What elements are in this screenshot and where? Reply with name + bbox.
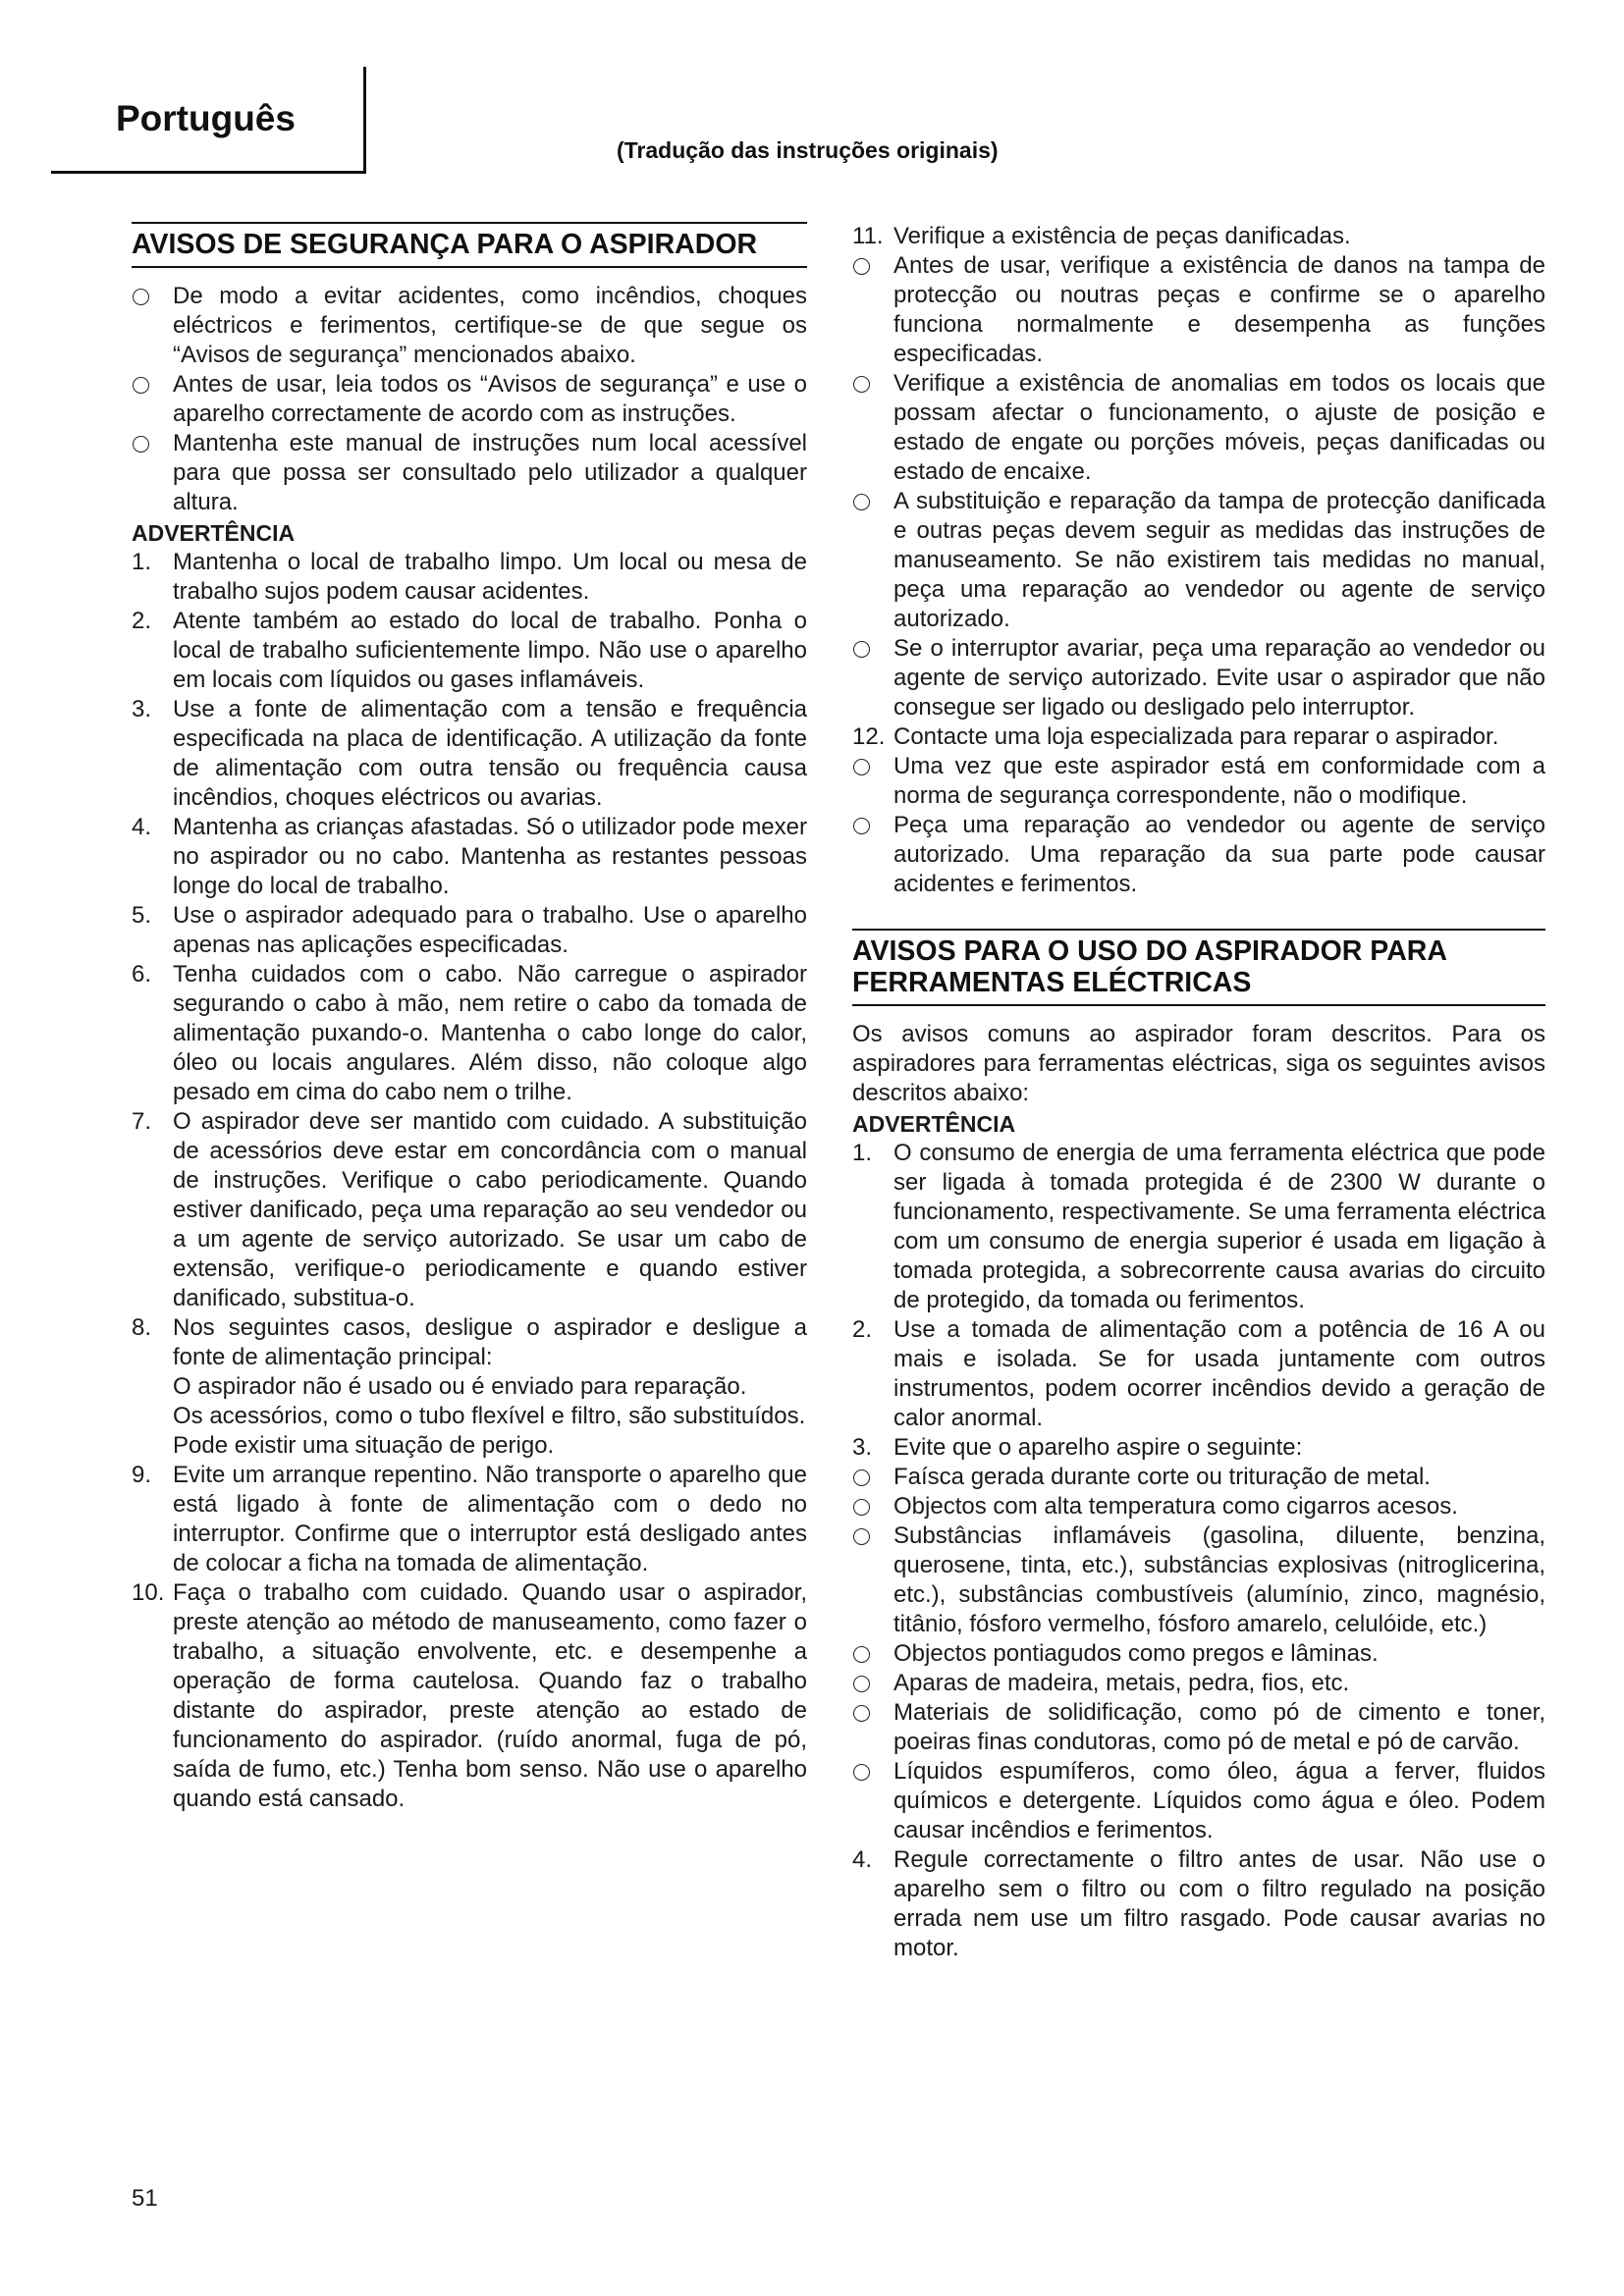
intro-bullet: De modo a evitar acidentes, como incêndios, choques eléctricos e ferimentos, certifique-se de que segue os “Avisos de segurança” mencionados abaixo.: [132, 282, 807, 370]
item8-case: Os acessórios, como o tubo flexível e filtro, são substituídos.: [173, 1403, 806, 1429]
intro-bullet: Antes de usar, leia todos os “Avisos de segurança” e use o aparelho correctamente de acordo com as instruções.: [132, 370, 807, 429]
language-title: Português: [116, 98, 296, 138]
sub-bullet: Líquidos espumíferos, como óleo, água a ferver, fluidos químicos e detergente. Líquidos como água e óleo. Podem causar incêndios e ferimentos.: [852, 1757, 1545, 1845]
sub-bullet: Peça uma reparação ao vendedor ou agente de serviço autorizado. Uma reparação da sua parte pode causar acidentes e ferimentos.: [852, 811, 1545, 899]
warning-label: ADVERTÊNCIA: [132, 520, 296, 546]
sub-bullet: Objectos pontiagudos como pregos e lâminas.: [852, 1639, 1545, 1669]
sub-bullet: Objectos com alta temperatura como cigarros acesos.: [852, 1492, 1545, 1522]
sub-bullet: Se o interruptor avariar, peça uma reparação ao vendedor ou agente de serviço autorizado. Evite usar o aspirador que não consegue ser ligado ou desligado pelo interruptor.: [852, 634, 1545, 722]
numbered-item: 9. Evite um arranque repentino. Não transporte o aparelho que está ligado à fonte de alimentação com o dedo no interruptor. Confirme que o interruptor está desligado antes de colocar a ficha na tomada de alimentação.: [132, 1462, 807, 1576]
numbered-item: 8. Nos seguintes casos, desligue o aspirador e desligue a fonte de alimentação principal:: [132, 1314, 807, 1370]
numbered-item: 11. Verifique a existência de peças danificadas.: [852, 223, 1351, 249]
sub-bullet: Substâncias inflamáveis (gasolina, diluente, benzina, querosene, tinta, etc.), substâncias explosivas (nitroglicerina, etc.), substâncias combustíveis (alumínio, zinco, magnésio, titânio, fósforo vermelho, fósforo amarelo, celulóide, etc.): [852, 1522, 1545, 1639]
right-column: [852, 222, 1545, 1963]
numbered-item: 7. O aspirador deve ser mantido com cuidado. A substituição de acessórios deve estar em concordância com o manual de instruções. Verifique o cabo periodicamente. Quando estiver danificado, peça uma reparação ao seu vendedor ou a um agente de serviço autorizado. Se usar um cabo de extensão, verifique-o periodicamente e quando estiver danificado, substitua-o.: [132, 1108, 807, 1311]
numbered-item: 5. Use o aspirador adequado para o trabalho. Use o aparelho apenas nas aplicações especificadas.: [132, 902, 807, 958]
item8-case: O aspirador não é usado ou é enviado para reparação.: [173, 1373, 747, 1400]
numbered-item: 10. Faça o trabalho com cuidado. Quando usar o aspirador, preste atenção ao método de manuseamento, como fazer o trabalho, a situação envolvente, etc. e desempenhe a operação de forma cautelosa. Quando faz o trabalho distante do aspirador, preste atenção ao estado de funcionamento do aspirador. (ruído anormal, fuga de pó, saída de fumo, etc.) Tenha bom senso. Não use o aparelho quando está cansado.: [132, 1579, 807, 1812]
translation-subtitle: (Tradução das instruções originais): [617, 137, 999, 163]
sub-bullet: Faísca gerada durante corte ou trituração de metal.: [852, 1463, 1545, 1492]
item8-case: Pode existir uma situação de perigo.: [173, 1432, 555, 1459]
section-heading-safety: AVISOS DE SEGURANÇA PARA O ASPIRADOR: [132, 222, 807, 268]
warning-label: ADVERTÊNCIA: [852, 1111, 1016, 1137]
numbered-item: 6. Tenha cuidados com o cabo. Não carregue o aspirador segurando o cabo à mão, nem retire o cabo da tomada de alimentação puxando-o. Mantenha o cabo longe do calor, óleo ou locais angulares. Além disso, não coloque algo pesado em cima do cabo nem o trilhe.: [132, 961, 807, 1105]
section-heading-power-tools: AVISOS PARA O USO DO ASPIRADOR PARA FERRAMENTAS ELÉCTRICAS: [852, 929, 1545, 1006]
sub-bullet: Antes de usar, verifique a existência de danos na tampa de protecção ou noutras peças e confirme se o aparelho funciona normalmente e desempenha as funções especificadas.: [852, 251, 1545, 369]
numbered-item: 2. Atente também ao estado do local de trabalho. Ponha o local de trabalho suficientemente limpo. Não use o aparelho em locais com líquidos ou gases inflamáveis.: [132, 608, 807, 693]
numbered-item: 1. O consumo de energia de uma ferramenta eléctrica que pode ser ligada à tomada protegida é de 2300 W durante o funcionamento, respectivamente. Se uma ferramenta eléctrica com um consumo de energia superior é usada em ligação à tomada protegida, a sobrecorrente causa avarias do circuito de protegido, da tomada ou ferimentos.: [852, 1140, 1545, 1313]
sub-bullet: Verifique a existência de anomalias em todos os locais que possam afectar o funcionamento, o ajuste de posição e estado de engate ou porções móveis, peças danificadas ou estado de encaixe.: [852, 369, 1545, 487]
sub-bullet: Uma vez que este aspirador está em conformidade com a norma de segurança correspondente, não o modifique.: [852, 752, 1545, 811]
numbered-item: 4. Regule correctamente o filtro antes de usar. Não use o aparelho sem o filtro ou com o filtro regulado na posição errada nem use um filtro rasgado. Pode causar avarias no motor.: [852, 1846, 1545, 1961]
numbered-item: 12. Contacte uma loja especializada para reparar o aspirador.: [852, 723, 1499, 750]
numbered-item: 2. Use a tomada de alimentação com a potência de 16 A ou mais e isolada. Se for usada juntamente com outros instrumentos, podem ocorrer incêndios devido a geração de calor anormal.: [852, 1316, 1545, 1431]
sub-bullet: A substituição e reparação da tampa de protecção danificada e outras peças devem seguir as medidas das instruções de manuseamento. Se não existirem tais medidas no manual, peça uma reparação ao vendedor ou agente de serviço autorizado.: [852, 487, 1545, 634]
sub-bullet: Aparas de madeira, metais, pedra, fios, etc.: [852, 1669, 1545, 1698]
numbered-item: 3. Use a fonte de alimentação com a tensão e frequência especificada na placa de identificação. A utilização da fonte de alimentação com outra tensão ou frequência causa incêndios, choques eléctricos ou avarias.: [132, 696, 807, 811]
numbered-item: 1. Mantenha o local de trabalho limpo. Um local ou mesa de trabalho sujos podem causar acidentes.: [132, 549, 807, 605]
section-intro: Os avisos comuns ao aspirador foram descritos. Para os aspiradores para ferramentas eléctricas, siga os seguintes avisos descritos abaixo:: [852, 1021, 1545, 1106]
section-gap: [852, 899, 1545, 929]
left-column: [132, 222, 807, 1814]
numbered-item: 4. Mantenha as crianças afastadas. Só o utilizador pode mexer no aspirador ou no cabo. Mantenha as restantes pessoas longe do local de trabalho.: [132, 814, 807, 899]
sub-bullet: Materiais de solidificação, como pó de cimento e toner, poeiras finas condutoras, como pó de metal e pó de carvão.: [852, 1698, 1545, 1757]
numbered-item: 3. Evite que o aparelho aspire o seguinte:: [852, 1434, 1303, 1461]
intro-bullet: Mantenha este manual de instruções num local acessível para que possa ser consultado pelo utilizador a qualquer altura.: [132, 429, 807, 517]
page-number: 51: [132, 2185, 158, 2212]
